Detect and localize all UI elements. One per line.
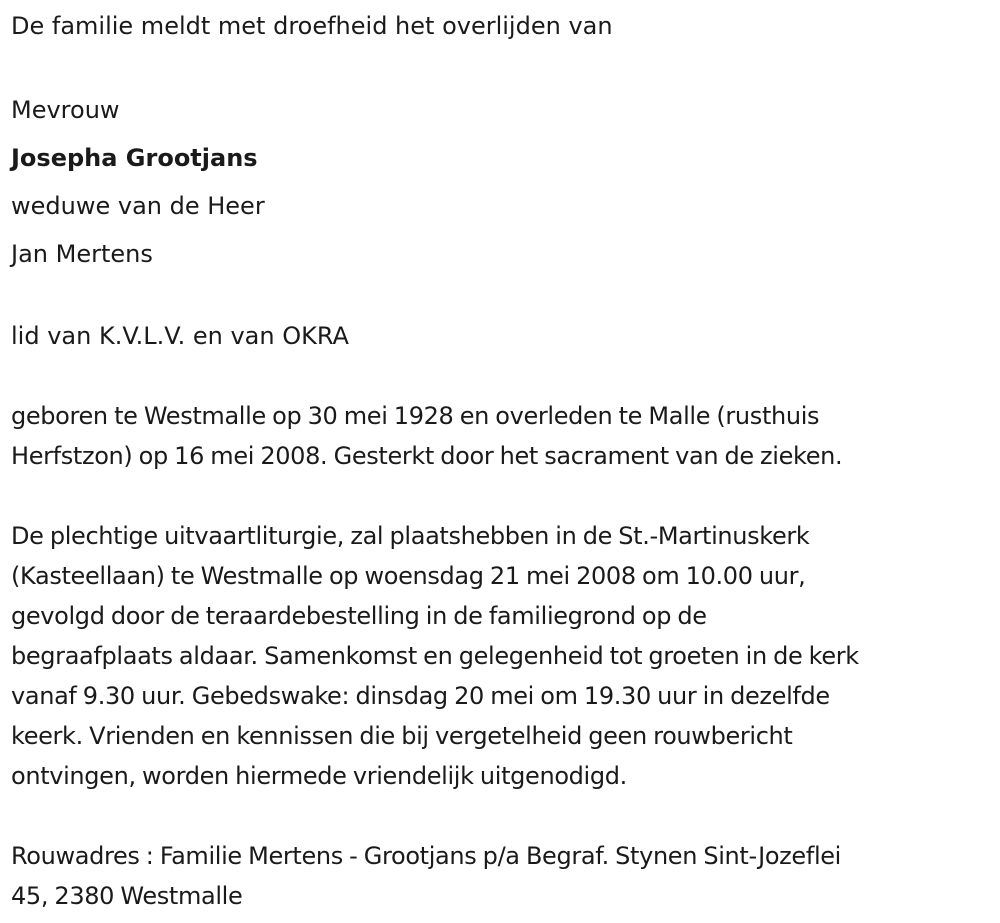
funeral-line-3: gevolgd door de teraardebestelling in de familiegrond op de [11,602,707,630]
funeral-paragraph [11,516,996,796]
birth-death-line-1: geboren te Westmalle op 30 mei 1928 en overleden te Malle (rusthuis [11,402,820,430]
membership-line: lid van K.V.L.V. en van OKRA [11,322,349,350]
funeral-line-1: De plechtige uitvaartliturgie, zal plaatshebben in de St.-Martinuskerk [11,522,810,550]
address-paragraph [11,836,996,916]
spacer [11,278,996,316]
spacer [11,46,996,86]
funeral-line-4: begraafplaats aldaar. Samenkomst en gelegenheid tot groeten in de kerk [11,642,859,670]
obituary-notice [11,6,996,916]
spacer [11,356,996,396]
birth-death-paragraph [11,396,996,476]
funeral-line-2: (Kasteellaan) te Westmalle op woensdag 21 mei 2008 om 10.00 uur, [11,562,806,590]
funeral-line-5: vanaf 9.30 uur. Gebedswake: dinsdag 20 mei om 19.30 uur in dezelfde [11,682,830,710]
deceased-name: Josepha Grootjans [11,144,258,172]
spacer [11,476,996,516]
salutation: Mevrouw [11,96,120,124]
spouse-name: Jan Mertens [11,240,153,268]
address-line-1: Rouwadres : Familie Mertens - Grootjans p/a Begraf. Stynen Sint-Jozeflei [11,842,841,870]
widow-of-line: weduwe van de Heer [11,192,265,220]
intro-line: De familie meldt met droefheid het overlijden van [11,12,613,40]
address-line-2: 45, 2380 Westmalle [11,882,243,910]
spacer [11,796,996,836]
funeral-line-7: ontvingen, worden hiermede vriendelijk uitgenodigd. [11,762,627,790]
birth-death-line-2: Herfstzon) op 16 mei 2008. Gesterkt door het sacrament van de zieken. [11,442,843,470]
funeral-line-6: keerk. Vrienden en kennissen die bij vergetelheid geen rouwbericht [11,722,793,750]
